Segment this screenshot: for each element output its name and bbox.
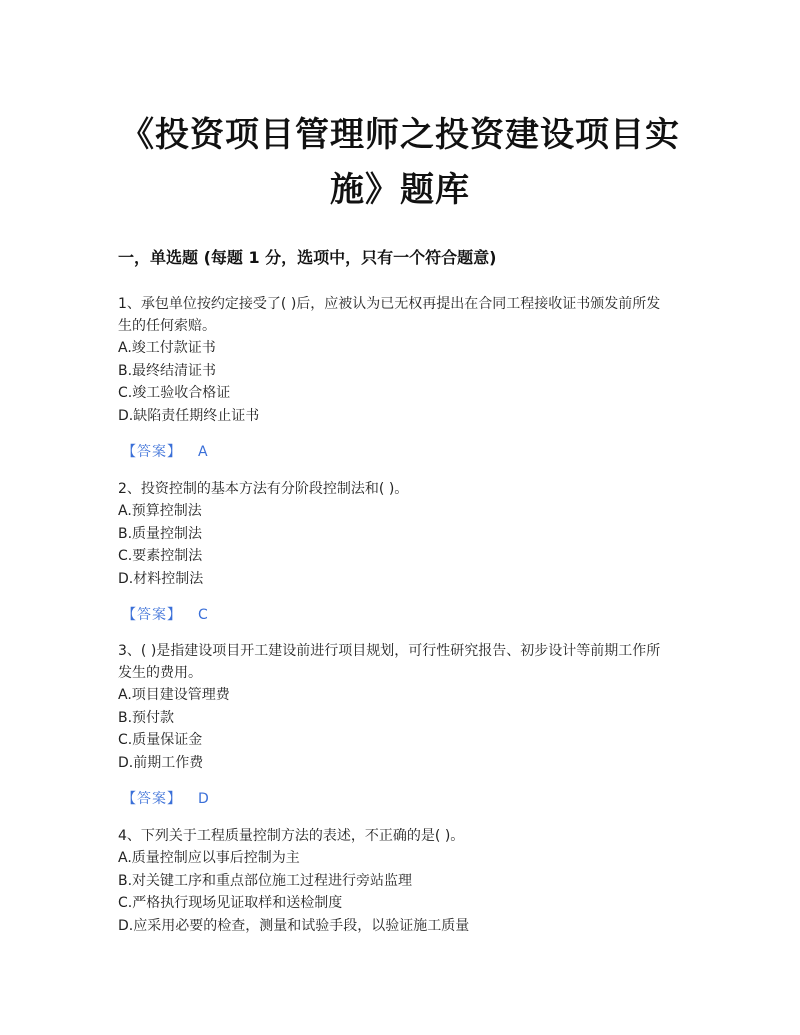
question-1 (118, 293, 678, 463)
option-b: B.对关键工序和重点部位施工过程进行旁站监理 (118, 872, 413, 889)
section-heading: 一，单选题 (每题 1 分，选项中，只有一个符合题意) (118, 248, 497, 267)
document-title-line-1: 《投资项目管理师之投资建设项目实 (120, 115, 680, 155)
option-c: C.竣工验收合格证 (118, 385, 231, 401)
answer-label: 【答案】 (122, 607, 182, 623)
option-b: B.质量控制法 (118, 525, 203, 542)
document-title-line-2: 施》题库 (330, 170, 470, 210)
answer-value: C (198, 607, 208, 623)
question-stem-line-1: 2、投资控制的基本方法有分阶段控制法和( )。 (118, 481, 409, 497)
question-2 (118, 478, 678, 626)
option-c: C.质量保证金 (118, 732, 203, 748)
option-b: B.最终结清证书 (118, 362, 217, 379)
question-3 (118, 640, 678, 810)
option-a: A.质量控制应以事后控制为主 (118, 850, 300, 866)
option-c: C.要素控制法 (118, 548, 203, 564)
option-c: C.严格执行现场见证取样和送检制度 (118, 895, 343, 911)
question-stem-line-2: 生的任何索赔。 (118, 318, 216, 334)
option-a: A.竣工付款证书 (118, 340, 216, 356)
option-a: A.预算控制法 (118, 503, 202, 519)
option-a: A.项目建设管理费 (118, 687, 230, 703)
answer-line (118, 441, 678, 463)
question-stem-line-1: 3、( )是指建设项目开工建设前进行项目规划，可行性研究报告、初步设计等前期工作所 (118, 643, 661, 659)
answer-line (118, 604, 678, 626)
option-d: D.缺陷责任期终止证书 (118, 407, 260, 424)
answer-value: A (198, 444, 208, 460)
answer-label: 【答案】 (122, 444, 182, 460)
question-stem-line-2: 发生的费用。 (118, 665, 202, 681)
option-d: D.材料控制法 (118, 570, 204, 587)
question-stem-line-1: 4、下列关于工程质量控制方法的表述，不正确的是( )。 (118, 828, 465, 844)
answer-line (118, 788, 678, 810)
option-d: D.前期工作费 (118, 754, 204, 771)
question-4 (118, 825, 678, 937)
option-d: D.应采用必要的检查，测量和试验手段，以验证施工质量 (118, 917, 470, 934)
question-stem-line-1: 1、承包单位按约定接受了( )后，应被认为已无权再提出在合同工程接收证书颁发前所发 (118, 296, 661, 312)
answer-value: D (198, 791, 209, 807)
option-b: B.预付款 (118, 709, 175, 726)
document-title (110, 108, 690, 218)
answer-label: 【答案】 (122, 791, 182, 807)
